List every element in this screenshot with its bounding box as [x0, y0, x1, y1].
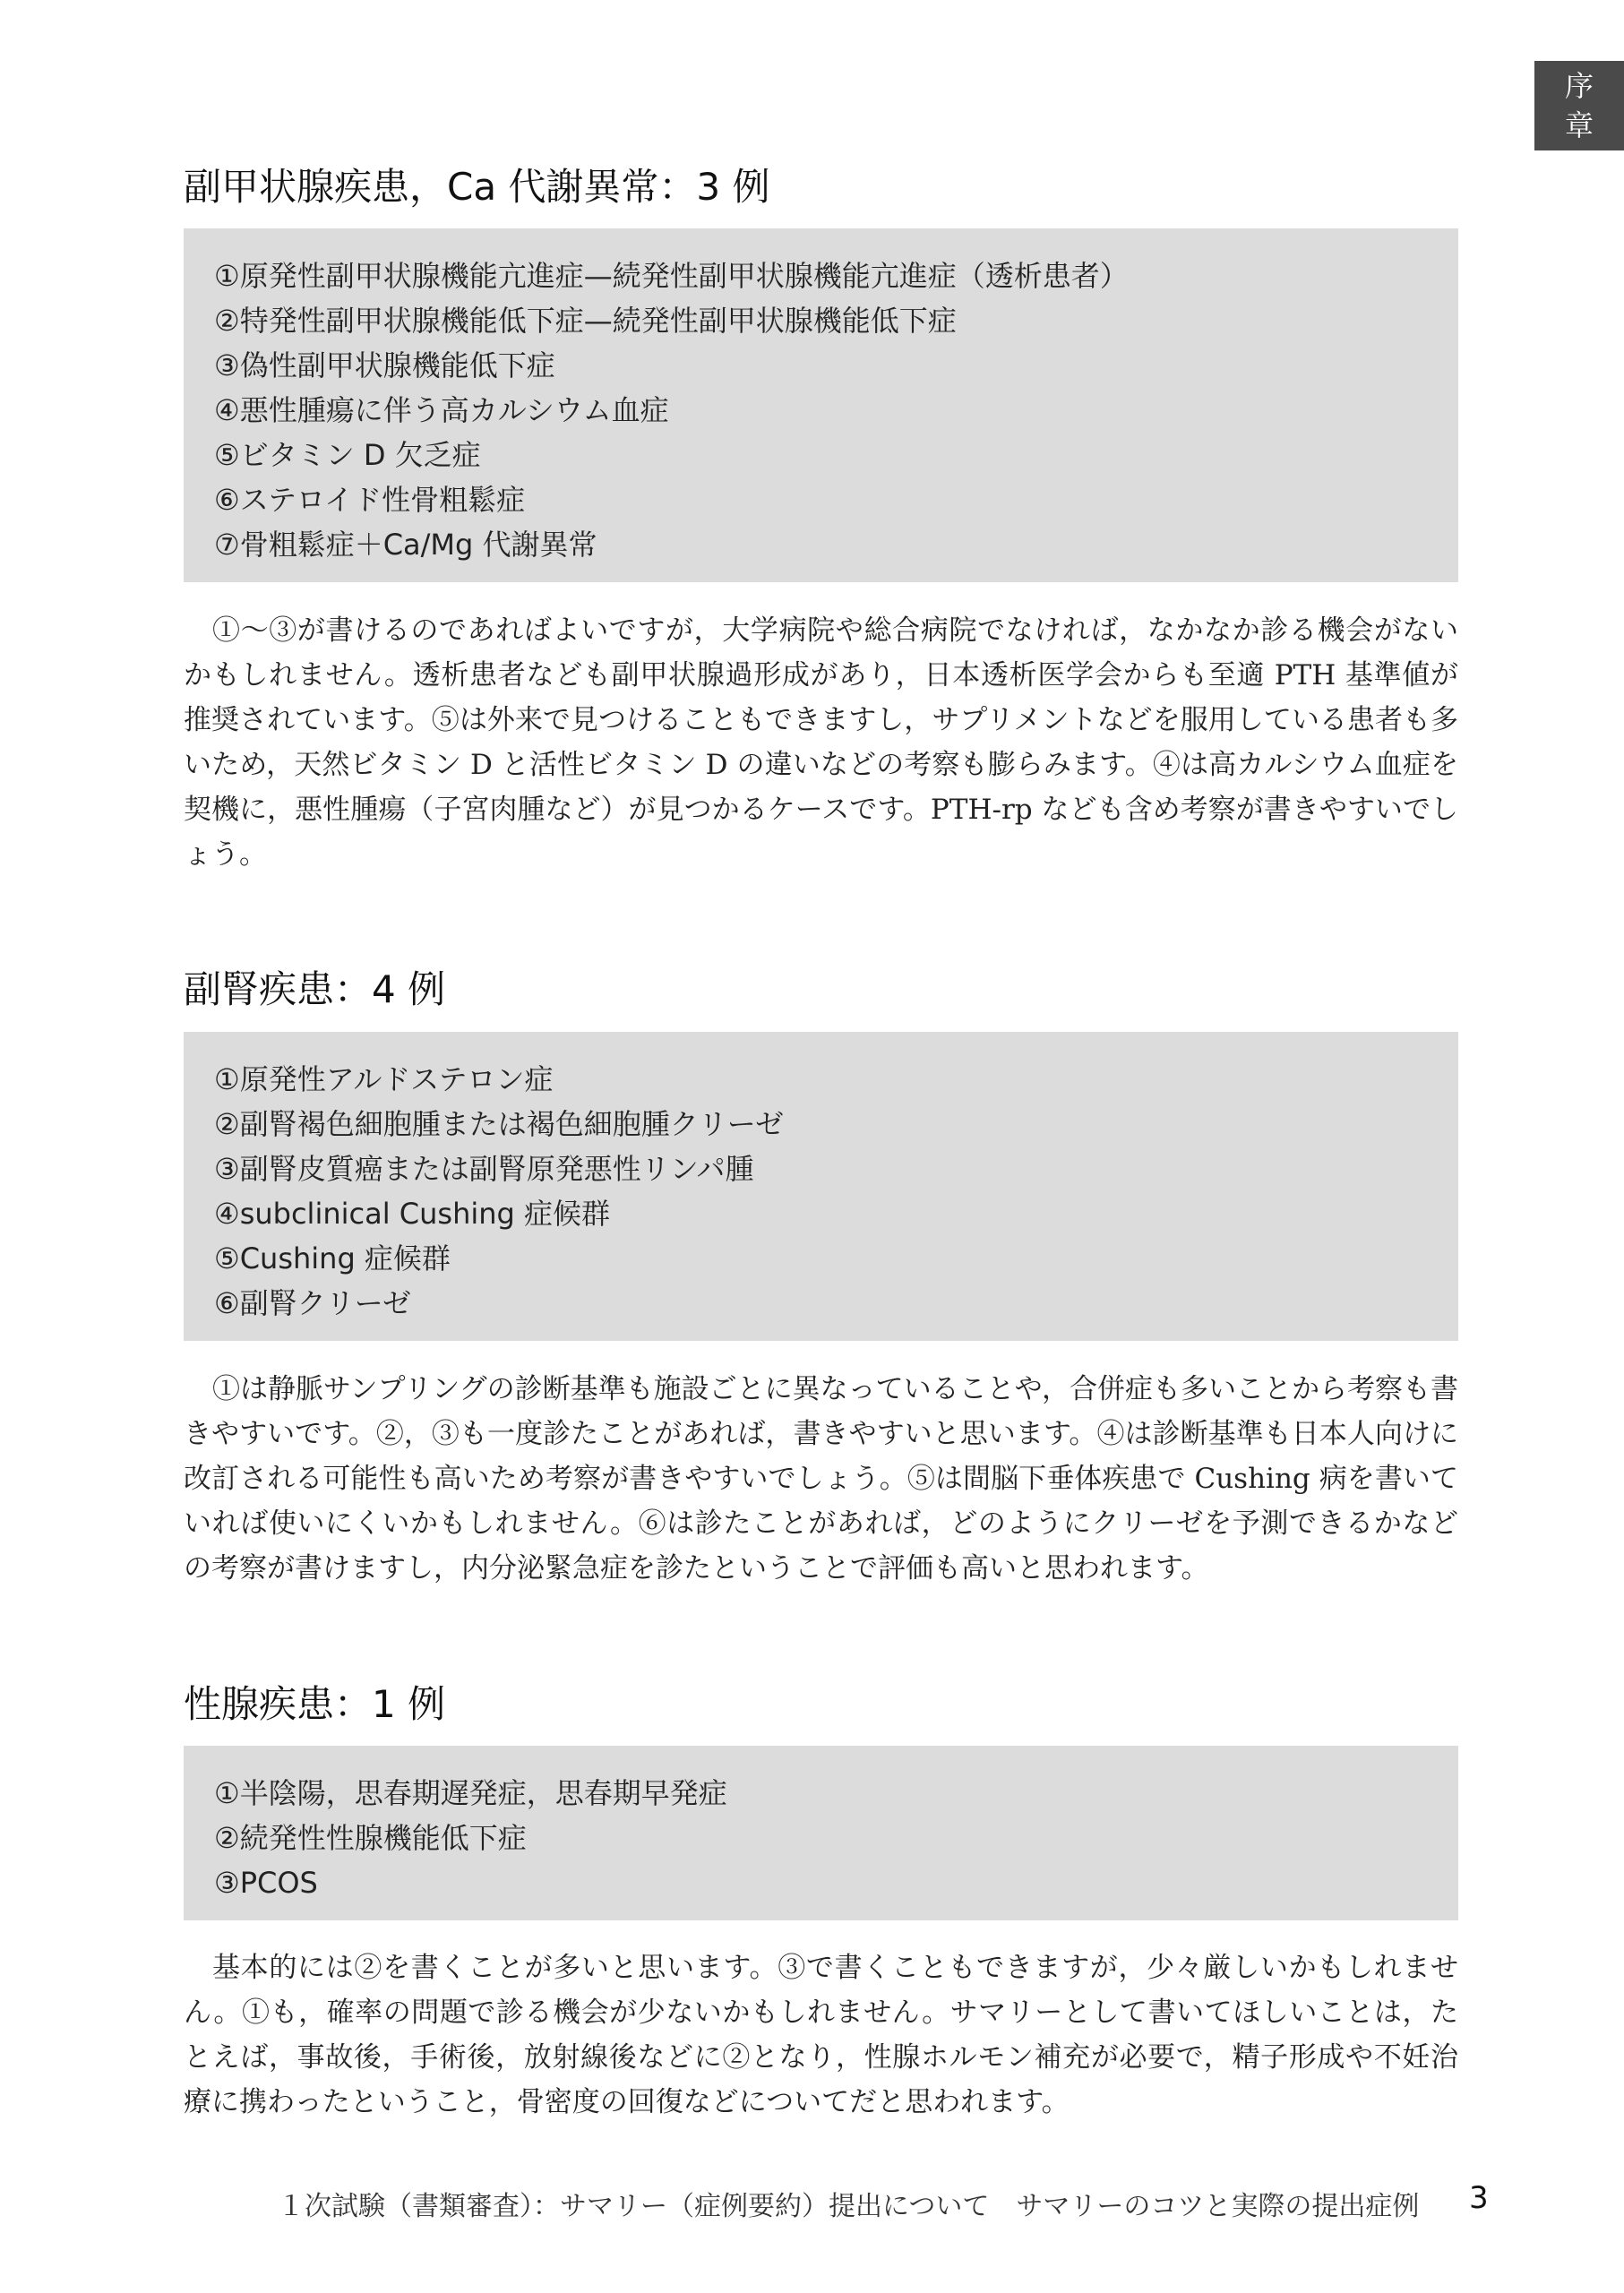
- list-item: ③偽性副甲状腺機能低下症: [214, 348, 555, 382]
- list-item: ①半陰陽，思春期遅発症，思春期早発症: [214, 1776, 727, 1810]
- list-item: ④subclinical Cushing 症候群: [214, 1197, 611, 1231]
- list-item: ⑤ビタミン D 欠乏症: [214, 438, 481, 472]
- list-item: ③PCOS: [214, 1866, 318, 1900]
- chapter-tab: [1534, 61, 1624, 150]
- list-box-adrenal: [184, 1032, 1458, 1341]
- list-item: ⑤Cushing 症候群: [214, 1241, 451, 1275]
- list-item: ⑥副腎クリーゼ: [214, 1286, 412, 1320]
- list-box-parathyroid: [184, 228, 1458, 582]
- list-item: ⑥ステロイド性骨粗鬆症: [214, 483, 526, 517]
- list-item: ⑦骨粗鬆症＋Ca/Mg 代謝異常: [214, 528, 597, 562]
- list-box-gonad: [184, 1746, 1458, 1920]
- chapter-tab-char-2: 章: [1564, 108, 1594, 142]
- chapter-tab-char-1: 序: [1564, 69, 1594, 103]
- section-title-adrenal: 副腎疾患：4 例: [184, 967, 446, 1011]
- body-paragraph-parathyroid: ①〜③が書けるのであればよいですが，大学病院や総合病院でなければ，なかなか診る機会がないかもしれません。透析患者なども副甲状腺過形成があり，日本透析医学会からも至適 PTH 基準値が推奨されています。⑤は外来で見つけることもできますし，サプリメントなどを服用している患者も多いため，天然ビタミン D と活性ビタミン D の違いなどの考察も膨らみます。④は高カルシウム血症を契機に，悪性腫瘍（子宮肉腫など）が見つかるケースです。PTH-rp なども含め考察が書きやすいでしょう。: [184, 614, 1458, 871]
- list-item: ②続発性性腺機能低下症: [214, 1821, 527, 1855]
- list-item: ②副腎褐色細胞腫または褐色細胞腫クリーゼ: [214, 1107, 785, 1141]
- body-paragraph-adrenal: ①は静脈サンプリングの診断基準も施設ごとに異なっていることや，合併症も多いことから考察も書きやすいです。②，③も一度診たことがあれば，書きやすいと思います。④は診断基準も日本人向けに改訂される可能性も高いため考察が書きやすいでしょう。⑤は間脳下垂体疾患で Cushing 病を書いていれば使いにくいかもしれません。⑥は診たことがあれば，どのようにクリーゼを予測できるかなどの考察が書けますし，内分泌緊急症を診たということで評価も高いと思われます。: [184, 1373, 1458, 1584]
- section-title-gonad: 性腺疾患：1 例: [184, 1682, 446, 1726]
- page-number: 3: [1469, 2180, 1489, 2216]
- list-item: ①原発性アルドステロン症: [214, 1062, 554, 1096]
- body-paragraph-gonad: 基本的には②を書くことが多いと思います。③で書くこともできますが，少々厳しいかもしれません。①も，確率の問題で診る機会が少ないかもしれません。サマリーとして書いてほしいことは，たとえば，事故後，手術後，放射線後などに②となり，性腺ホルモン補充が必要で，精子形成や不妊治療に携わったということ，骨密度の回復などについてだと思われます。: [184, 1952, 1459, 2118]
- list-item: ④悪性腫瘍に伴う高カルシウム血症: [214, 393, 669, 427]
- running-footer: １次試験（書類審査）：サマリー（症例要約）提出について サマリーのコツと実際の提出症例: [278, 2191, 1420, 2222]
- list-item: ③副腎皮質癌または副腎原発悪性リンパ腫: [214, 1152, 754, 1186]
- list-item: ①原発性副甲状腺機能亢進症—続発性副甲状腺機能亢進症（透析患者）: [214, 259, 1129, 293]
- list-item: ②特発性副甲状腺機能低下症—続発性副甲状腺機能低下症: [214, 304, 957, 338]
- section-title-parathyroid: 副甲状腺疾患，Ca 代謝異常：3 例: [184, 165, 770, 209]
